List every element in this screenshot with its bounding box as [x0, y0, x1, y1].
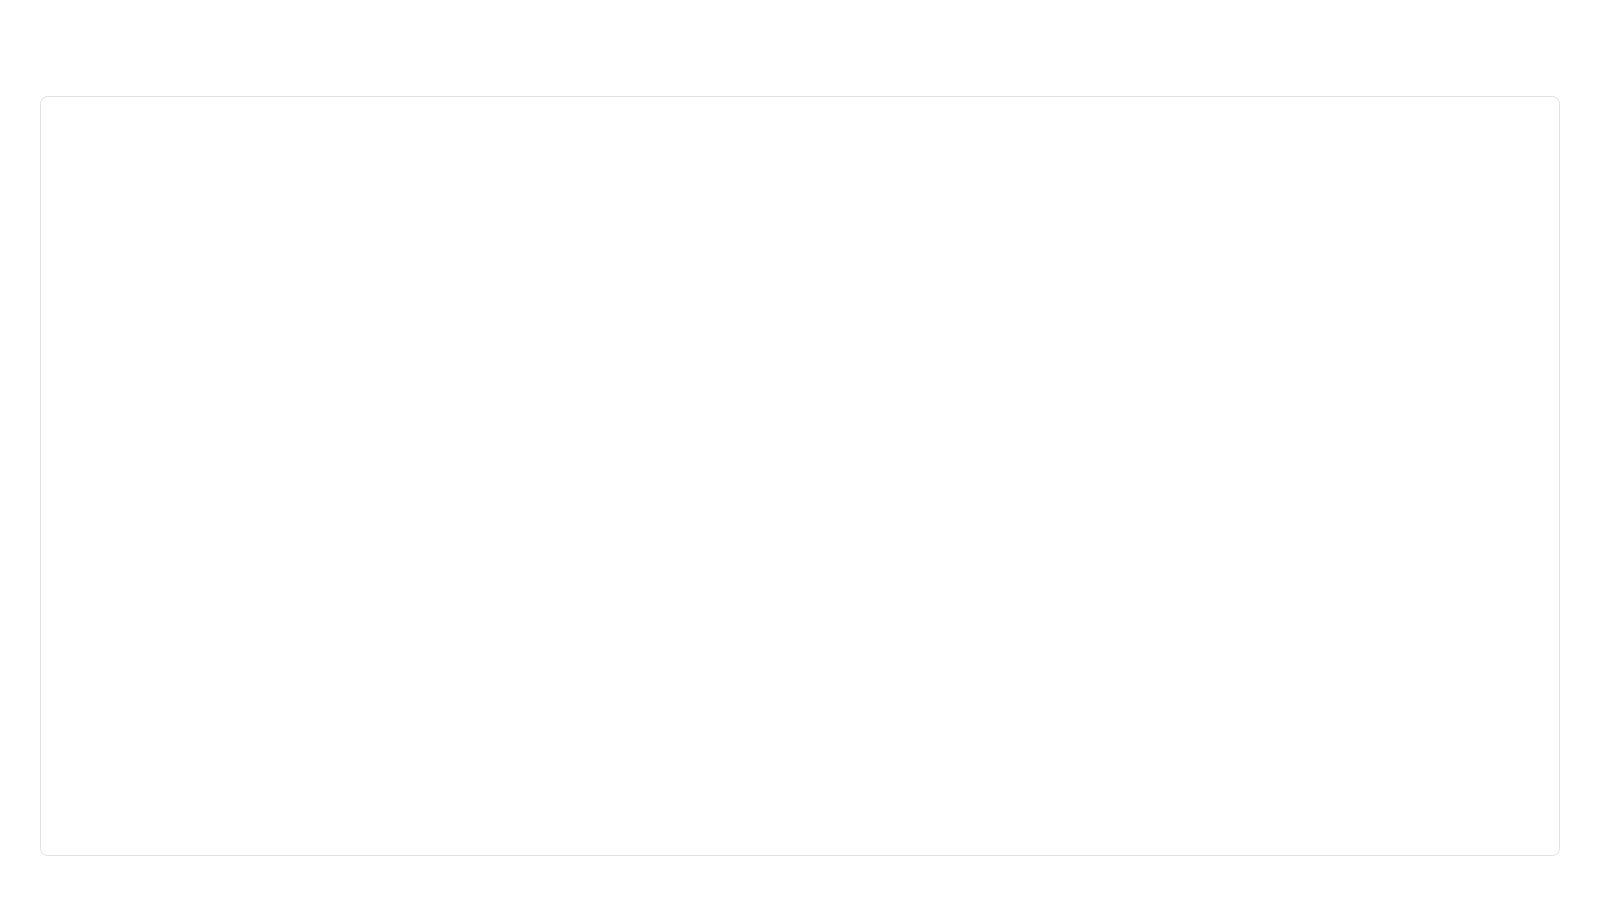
main-content [40, 96, 1560, 856]
